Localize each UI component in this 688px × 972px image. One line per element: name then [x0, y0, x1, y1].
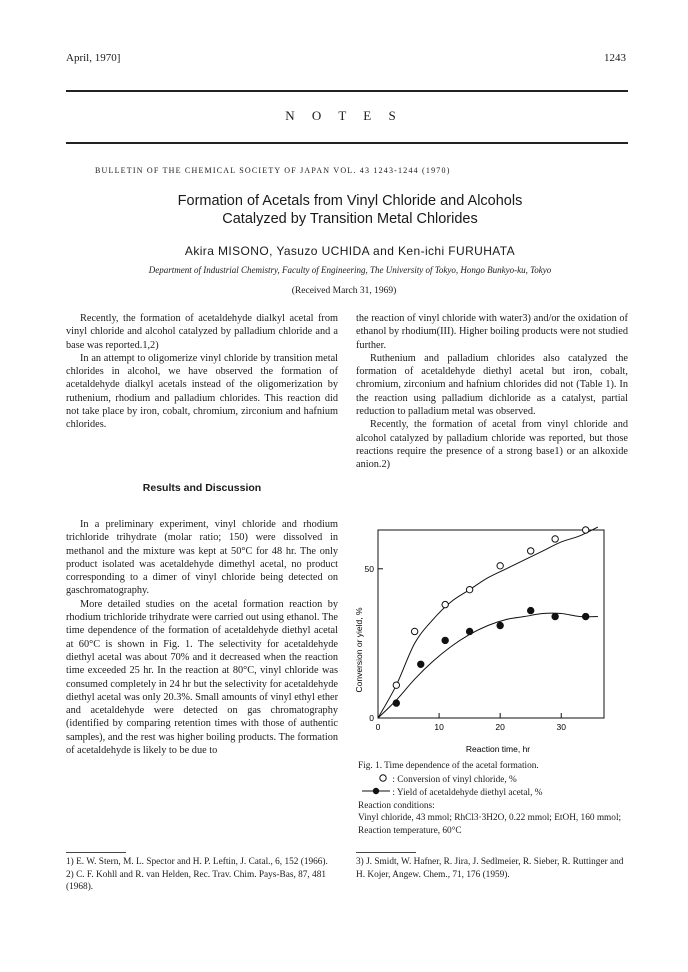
- footnote-2: 2) C. F. Kohll and R. van Helden, Rec. Trav. Chim. Pays-Bas, 87, 481 (1968).: [66, 869, 326, 892]
- footnotes-left: [66, 856, 338, 894]
- conversion-curve: [378, 527, 598, 718]
- paragraph: In an attempt to oligomerize vinyl chloride by transition metal chlorides in alcohol, we have observed the formation of acetaldehyde dialkyl acetals instead of the oligomerization by ruthenium, rhodium and palladium chlorides. This reaction did not take place by iron, cobalt, chromium, zirconium and hafnium chlorides.: [66, 352, 338, 431]
- paragraph: Recently, the formation of acetal from vinyl chloride and alcohol catalyzed by palladium chloride was reported, but those reactions require the presence of a strong base1) or an alkoxide anion.2): [356, 419, 628, 471]
- footnote-rule-left: [66, 852, 126, 853]
- x-tick-label: 20: [495, 722, 505, 732]
- running-date: April, 1970]: [66, 52, 121, 64]
- section-title: N O T E S: [285, 108, 403, 123]
- footnotes-right: [356, 856, 628, 881]
- yield-point: [393, 700, 399, 706]
- yield-point: [528, 607, 534, 613]
- authors: Akira MISONO, Yasuzo UCHIDA and Ken-ichi FURUHATA: [184, 244, 516, 258]
- yield-point: [466, 628, 472, 634]
- paragraph: In a preliminary experiment, vinyl chloride and rhodium trichloride trihydrate (molar ratio; 150) were dissolved in methanol and the mixture was kept at 50°C for 48 hr. The only product isolated was acetaldehyde dimethyl acetal, no product corresponding to a dimer of vinyl chloride being detected on gaschromatography.: [66, 519, 338, 597]
- y-axis-label: Conversion or yield, %: [354, 607, 364, 693]
- legend-conversion: [358, 773, 630, 787]
- figure-1-chart: [342, 520, 622, 760]
- yield-point: [552, 613, 558, 619]
- paragraph: Recently, the formation of acetaldehyde dialkyl acetal from vinyl chloride and alcohol catalyzed by palladium chloride and a base was reported.1,2): [66, 313, 338, 351]
- conditions-label: Reaction conditions:: [358, 800, 435, 811]
- x-axis-label: Reaction time, hr: [465, 744, 531, 754]
- yield-point: [497, 622, 503, 628]
- page-number: 1243: [604, 52, 626, 64]
- conversion-point: [393, 682, 399, 688]
- conditions-text: Vinyl chloride, 43 mmol; RhCl3·3H2O, 0.22 mmol; EtOH, 160 mmol; Reaction temperature, 60°C: [358, 813, 622, 836]
- legend-conversion-text: : Conversion of vinyl chloride, %: [392, 774, 517, 785]
- paragraph: the reaction of vinyl chloride with water3) and/or the oxidation of ethanol by rhodium(III). Higher boiling products were not studied further.: [356, 313, 628, 351]
- footnote-rule-right: [356, 852, 416, 853]
- footnote-3: 3) J. Smidt, W. Hafner, R. Jira, J. Sedlmeier, R. Sieber, R. Ruttinger and H. Kojer, Angew. Chem., 71, 176 (1959).: [356, 857, 624, 880]
- x-tick-label: 30: [556, 722, 566, 732]
- right-text: [356, 312, 628, 472]
- figure-caption: [358, 760, 630, 838]
- conversion-point: [582, 527, 588, 533]
- yield-point: [418, 661, 424, 667]
- y-tick-label: 0: [369, 713, 374, 723]
- received-date: (Received March 31, 1969): [291, 286, 397, 296]
- title-line-1: Formation of Acetals from Vinyl Chloride and Alcohols: [177, 193, 523, 209]
- x-tick-label: 10: [434, 722, 444, 732]
- article-title: [80, 192, 620, 228]
- paragraph: More detailed studies on the acetal formation reaction by rhodium trichloride trihydrate were carried out using ethanol. The time dependence of the formation of acetaldehyde diethyl acetal at 60°C is shown in Fig. 1. The selectivity for acetaldehyde diethyl acetal was about 70% and it decreased when the reaction time exceeded 25 hr. In the reaction at 80°C, vinyl chloride was consumed completely in 24 hr but the selectivity for acetaldehyde diethyl acetal was only 20.3%. Small amounts of vinyl ethyl ether and acetaldehyde were detected on gas chromatography (identified by comparing retention times with those of authentic samples), and the rest was higher boiling products. The formation of acetaldehyde is likely to be due to: [66, 598, 338, 757]
- chart-points: [393, 527, 589, 706]
- legend-yield: [358, 786, 630, 800]
- title-line-2: Catalyzed by Transition Metal Chlorides: [222, 211, 478, 227]
- header-rule-top: [66, 90, 628, 92]
- x-tick-label: 0: [375, 722, 381, 732]
- chart-curves: [378, 527, 598, 718]
- footnote-1: 1) E. W. Stern, M. L. Spector and H. P. Leftin, J. Catal., 6, 152 (1966).: [66, 857, 328, 867]
- journal-line: BULLETIN OF THE CHEMICAL SOCIETY OF JAPAN VOL. 43 1243-1244 (1970): [95, 166, 451, 175]
- conversion-point: [466, 586, 472, 592]
- left-intro: [66, 312, 338, 432]
- yield-point: [582, 613, 588, 619]
- conversion-point: [552, 536, 558, 542]
- results-heading: Results and Discussion: [142, 482, 262, 494]
- chart-tick-labels: [365, 564, 567, 732]
- left-results: [66, 518, 338, 757]
- caption-title: Fig. 1. Time dependence of the acetal formation.: [358, 761, 539, 771]
- filled-circle-line-marker-icon: [362, 786, 390, 795]
- paragraph: Ruthenium and palladium chlorides also catalyzed the formation of acetaldehyde diethyl acetal but iron, cobalt, chromium, zirconium and hafnium chlorides did not (Table 1). In the reaction using palladium dichloride as a catalyst, partial reduction to palladium metal was observed.: [356, 352, 628, 418]
- yield-point: [442, 637, 448, 643]
- conversion-point: [411, 628, 417, 634]
- conversion-point: [528, 548, 534, 554]
- legend-yield-text: : Yield of acetaldehyde diethyl acetal, %: [392, 788, 543, 799]
- y-tick-label: 50: [364, 563, 374, 574]
- open-circle-marker-icon: [376, 773, 390, 782]
- header-rule-bottom: [66, 142, 628, 144]
- conversion-point: [497, 563, 503, 569]
- yield-curve: [378, 613, 598, 718]
- conversion-point: [442, 601, 448, 607]
- affiliation: Department of Industrial Chemistry, Faculty of Engineering, The University of Tokyo, Hongo Bunkyo-ku, Tokyo: [148, 265, 552, 275]
